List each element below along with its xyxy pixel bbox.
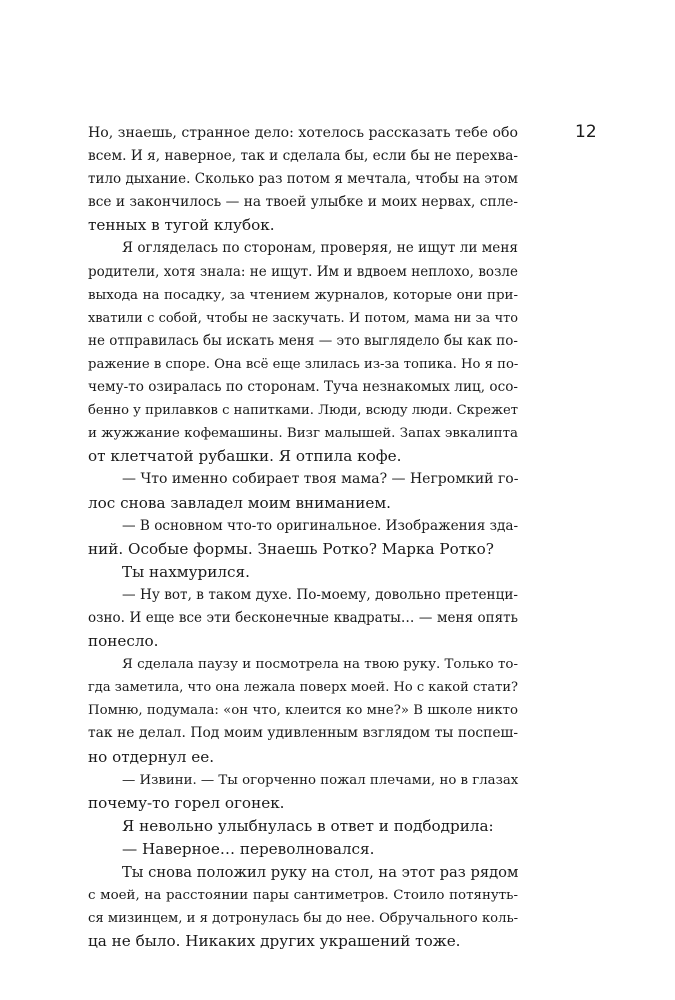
text-line: Ты снова положил руку на стол, на этот раз рядом [122, 864, 519, 881]
text-line: почему-то горел огонек. [88, 793, 285, 812]
text-line: родители, хотя знала: не ищут. Им и вдвоем неплохо, возле [88, 263, 518, 280]
text-line: Помню, подумала: «он что, клеится ко мне?» В школе никто [88, 703, 518, 719]
body-text [88, 122, 518, 953]
text-line: не отправилась бы искать меня — это выглядело бы как по- [88, 332, 518, 349]
text-line: — Что именно собирает твоя мама? — Негромкий го- [122, 471, 519, 488]
text-line: от клетчатой рубашки. Я отпила кофе. [88, 447, 402, 466]
page-number: 12 [575, 122, 597, 142]
text-line: — В основном что-то оригинальное. Изображения зда- [122, 517, 519, 534]
text-line: лос снова завладел моим вниманием. [88, 493, 391, 512]
text-line: Но, знаешь, странное дело: хотелось рассказать тебе обо [88, 125, 518, 141]
text-line: бенно у прилавков с напитками. Люди, всюду люди. Скрежет [88, 403, 518, 419]
text-line: Ты нахмурился. [122, 562, 250, 581]
text-line: с моей, на расстоянии пары сантиметров. Стоило потянуть- [88, 888, 518, 904]
text-line: ражение в споре. Она всё еще злилась из-за топика. Но я по- [88, 356, 519, 372]
text-line: всем. И я, наверное, так и сделала бы, если бы не перехва- [88, 148, 518, 165]
text-line: но отдернул ее. [88, 747, 215, 766]
text-line: ца не было. Никаких других украшений тоже. [88, 932, 461, 951]
text-line: ся мизинцем, и я дотронулась бы до нее. Обручального коль- [88, 911, 519, 927]
text-line: хватили с собой, чтобы не заскучать. И потом, мама ни за что [88, 310, 518, 326]
text-line: все и закончилось — на твоей улыбке и моих нервах, спле- [88, 194, 518, 211]
text-line: тило дыхание. Сколько раз потом я мечтала, чтобы на этом [88, 171, 518, 188]
text-line: тенных в тугой клубок. [88, 216, 275, 235]
text-line: и жужжание кофемашины. Визг малышей. Запах эвкалипта [88, 426, 518, 442]
text-line: — Ну вот, в таком духе. По-моему, довольно претенци- [122, 586, 518, 603]
text-line: гда заметила, что она лежала поверх моей. Но с какой стати? [88, 680, 518, 696]
text-line: выхода на посадку, за чтением журналов, которые они при- [88, 287, 518, 303]
text-line: так не делал. Под моим удивленным взглядом ты поспеш- [88, 725, 518, 742]
text-line: Я сделала паузу и посмотрела на твою руку. Только то- [122, 657, 518, 673]
text-line: — Извини. — Ты огорченно пожал плечами, но в глазах [122, 772, 519, 788]
text-line: озно. И еще все эти бесконечные квадраты… — меня опять [88, 609, 518, 626]
text-line: — Наверное… переволновался. [122, 839, 375, 858]
text-line: Я невольно улыбнулась в ответ и подбодрила: [122, 816, 494, 835]
text-line: Я огляделась по сторонам, проверяя, не ищут ли меня [122, 240, 518, 257]
text-line: чему-то озиралась по сторонам. Туча незнакомых лиц, осо- [88, 379, 518, 396]
text-line: понесло. [88, 632, 159, 651]
text-line: ний. Особые формы. Знаешь Ротко? Марка Ротко? [88, 539, 494, 558]
